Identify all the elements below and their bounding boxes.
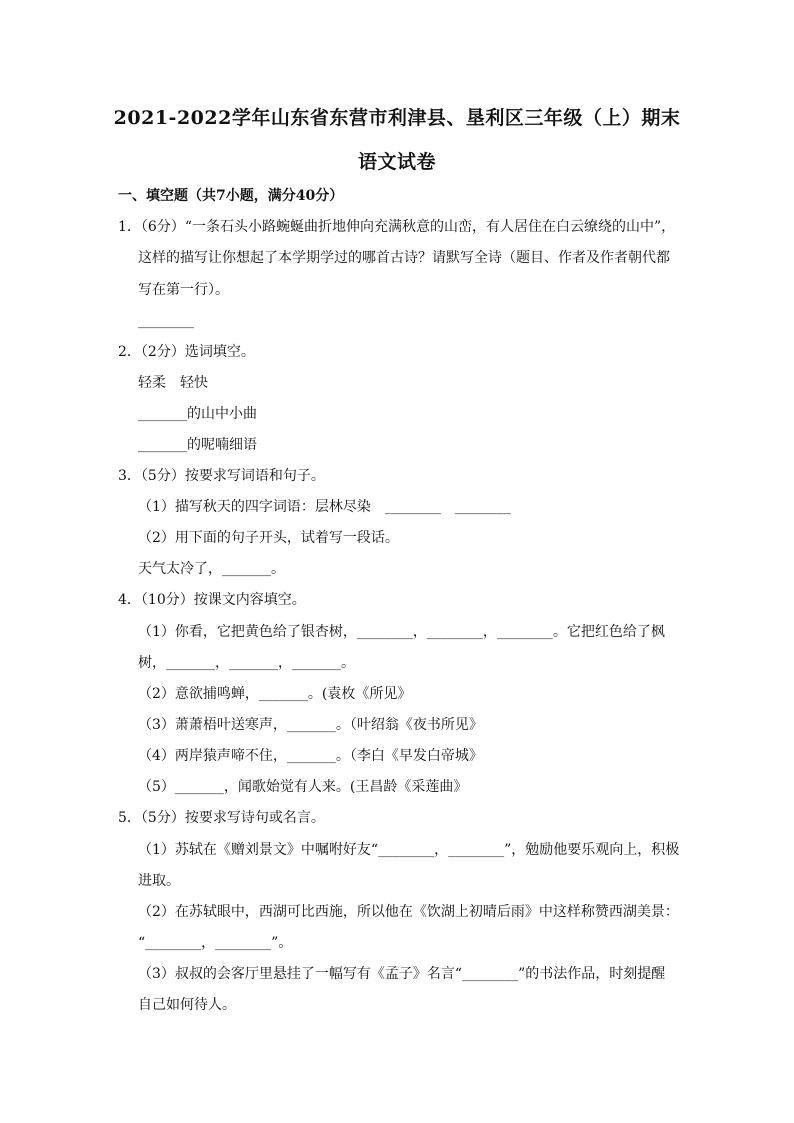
q2-item: _______的呢喃细语 xyxy=(138,437,257,453)
q1-answer-blank: ________ xyxy=(138,313,194,329)
q2-item: _______的山中小曲 xyxy=(138,406,257,422)
q4-stem: 4．（10分）按课文内容填空。 xyxy=(118,592,306,608)
q5-part-2: （2）在苏轼眼中，西湖可比西施，所以他在《饮湖上初晴后雨》中这样称赞西湖美景： xyxy=(138,904,679,920)
q5-part-1-cont: 进取。 xyxy=(138,873,180,889)
q5-stem: 5．（5分）按要求写诗句或名言。 xyxy=(118,810,325,826)
q1-stem-cont: 这样的描写让你想起了本学期学过的哪首古诗？请默写全诗（题目、作者及作者朝代都 xyxy=(138,250,670,266)
q4-part-1: （1）你看，它把黄色给了银杏树，________，________，________。它把红色给了枫 xyxy=(138,624,665,640)
q2-word-options: 轻柔 轻快 xyxy=(138,375,208,391)
exam-title-line-2: 语文试卷 xyxy=(357,151,436,173)
q3-part-1: （1）描写秋天的四字词语：层林尽染 ________ ________ xyxy=(138,499,511,515)
q4-part-5: （5）_______，闻歌始觉有人来。(王昌龄《采莲曲》 xyxy=(138,779,468,795)
q4-part-2: （2）意欲捕鸣蝉，_______。(袁枚《所见》 xyxy=(138,686,412,702)
q5-part-1: （1）苏轼在《赠刘景文》中嘱咐好友“________，________”，勉励他要乐观向上，积极 xyxy=(138,842,680,858)
q3-stem: 3．（5分）按要求写词语和句子。 xyxy=(118,468,325,484)
q4-part-1-cont: 树，_______，_______，_______。 xyxy=(138,655,355,671)
q3-part-2-prompt: 天气太冷了，_______。 xyxy=(138,561,285,577)
q4-part-4: （4）两岸猿声啼不住，_______。（李白《早发白帝城》 xyxy=(138,748,483,764)
q3-part-2: （2）用下面的句子开头，试着写一段话。 xyxy=(138,530,399,546)
q1-stem-cont: 写在第一行）。 xyxy=(138,282,229,298)
q4-part-3: （3）萧萧梧叶送寒声，_______。（叶绍翁《夜书所见》 xyxy=(138,717,483,733)
q5-part-3-cont: 自己如何待人。 xyxy=(138,997,236,1013)
q5-part-3: （3）叔叔的会客厅里悬挂了一幅写有《孟子》名言“________”的书法作品，时刻提醒 xyxy=(138,966,666,982)
section-heading: 一、填空题（共7小题，满分40分） xyxy=(118,188,344,204)
exam-title-line-1: 2021-2022学年山东省东营市利津县、垦利区三年级（上）期末 xyxy=(113,107,681,129)
q2-stem: 2．（2分）选词填空。 xyxy=(118,344,255,360)
q5-part-2-cont: “________，________”。 xyxy=(138,935,293,951)
q1-stem: 1．（6分）“一条石头小路蜿蜒曲折地伸向充满秋意的山峦，有人居住在白云缭绕的山中”， xyxy=(118,219,676,235)
